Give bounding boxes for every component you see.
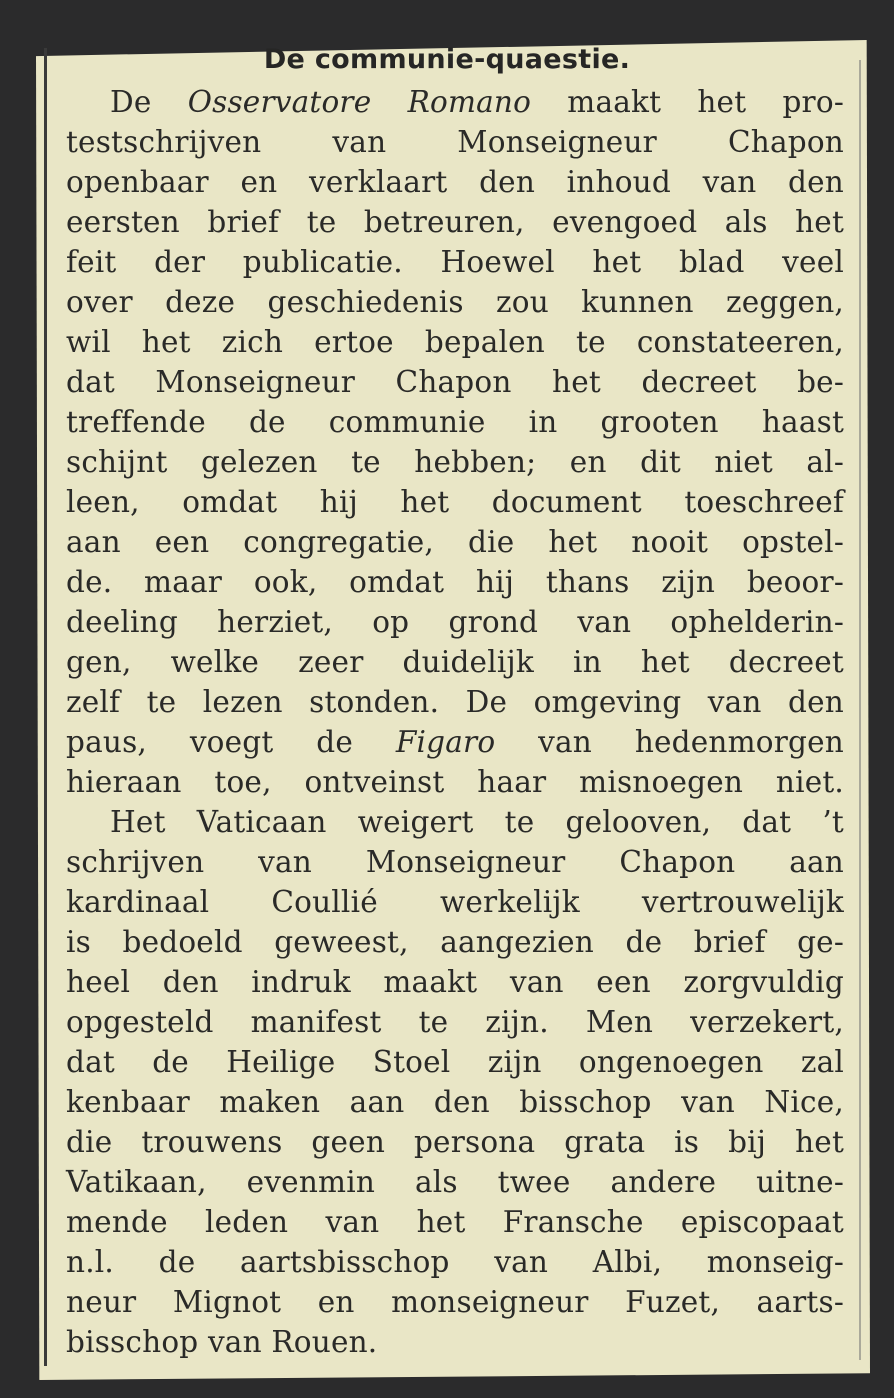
article-line <box>66 922 844 962</box>
article-line <box>66 202 844 242</box>
article-line <box>66 882 844 922</box>
line-text: wil het zich ertoe bepalen te constateeren, <box>66 325 844 359</box>
line-text: opgesteld manifest te zijn. Men verzekert, <box>66 1005 844 1039</box>
line-text: feit der publicatie. Hoewel het blad veel <box>66 245 844 279</box>
line-text: Het Vaticaan weigert te gelooven, dat ’t <box>110 805 844 839</box>
line-text: schrijven van Monseigneur Chapon aan <box>66 845 844 879</box>
article-body <box>66 82 844 1362</box>
article-line <box>66 122 844 162</box>
article-line <box>66 962 844 1002</box>
line-text: hieraan toe, ontveinst haar misnoegen niet. <box>66 765 844 799</box>
line-text: zelf te lezen stonden. De omgeving van den <box>66 685 844 719</box>
article-line <box>66 162 844 202</box>
column-rule-left <box>44 48 47 1366</box>
line-text: aan een congregatie, die het nooit opstel- <box>66 525 844 559</box>
article-line <box>66 1322 844 1362</box>
line-text: paus, voegt de <box>66 725 396 759</box>
line-text: van hedenmorgen <box>495 725 844 759</box>
line-text: n.l. de aartsbisschop van Albi, monseig- <box>66 1245 844 1279</box>
article-line <box>66 1242 844 1282</box>
line-text: schijnt gelezen te hebben; en dit niet al- <box>66 445 844 479</box>
line-text: mende leden van het Fransche episcopaat <box>66 1205 844 1239</box>
italic-title: Figaro <box>395 725 496 759</box>
italic-title: Osservatore Romano <box>187 85 532 119</box>
line-text: die trouwens geen persona grata is bij het <box>66 1125 844 1159</box>
line-text: kenbaar maken aan den bisschop van Nice, <box>66 1085 844 1119</box>
article-line <box>66 402 844 442</box>
line-text: bisschop van Rouen. <box>66 1325 378 1359</box>
article-line <box>66 682 844 722</box>
article-line <box>66 1082 844 1122</box>
line-text: heel den indruk maakt van een zorgvuldig <box>66 965 844 999</box>
article-line <box>66 602 844 642</box>
article-line <box>66 242 844 282</box>
line-text: de. maar ook, omdat hij thans zijn beoor- <box>66 565 844 599</box>
article-line <box>66 1042 844 1082</box>
article-line <box>66 802 844 842</box>
article-line <box>66 722 844 762</box>
article-line <box>66 1162 844 1202</box>
line-text: leen, omdat hij het document toeschreef <box>66 485 844 519</box>
line-text: deeling herziet, op grond van ophelderin- <box>66 605 844 639</box>
line-text: dat Monseigneur Chapon het decreet be- <box>66 365 844 399</box>
article-line <box>66 642 844 682</box>
article-line <box>66 282 844 322</box>
line-text: kardinaal Coullié werkelijk vertrouwelijk <box>66 885 844 919</box>
line-text: openbaar en verklaart den inhoud van den <box>66 165 844 199</box>
article-line <box>66 522 844 562</box>
article-line <box>66 1002 844 1042</box>
article-line <box>66 1202 844 1242</box>
article-headline: De communie-quaestie. <box>263 44 631 75</box>
line-text: De <box>110 85 188 119</box>
line-text: Vatikaan, evenmin als twee andere uitne- <box>66 1165 844 1199</box>
line-text: neur Mignot en monseigneur Fuzet, aarts- <box>66 1285 844 1319</box>
article-line <box>66 322 844 362</box>
article-line <box>66 442 844 482</box>
column-rule-right <box>859 60 861 1360</box>
article-line <box>66 1282 844 1322</box>
article-line <box>66 1122 844 1162</box>
article-line <box>66 362 844 402</box>
article-line <box>66 482 844 522</box>
article-line <box>66 842 844 882</box>
article-line <box>66 82 844 122</box>
line-text: over deze geschiedenis zou kunnen zeggen, <box>66 285 844 319</box>
line-text: testschrijven van Monseigneur Chapon <box>66 125 844 159</box>
line-text: maakt het pro- <box>531 85 844 119</box>
article-line <box>66 562 844 602</box>
line-text: eersten brief te betreuren, evengoed als het <box>66 205 844 239</box>
line-text: dat de Heilige Stoel zijn ongenoegen zal <box>66 1045 844 1079</box>
line-text: treffende de communie in grooten haast <box>66 405 844 439</box>
line-text: gen, welke zeer duidelijk in het decreet <box>66 645 844 679</box>
line-text: is bedoeld geweest, aangezien de brief ge- <box>66 925 844 959</box>
article-line <box>66 762 844 802</box>
